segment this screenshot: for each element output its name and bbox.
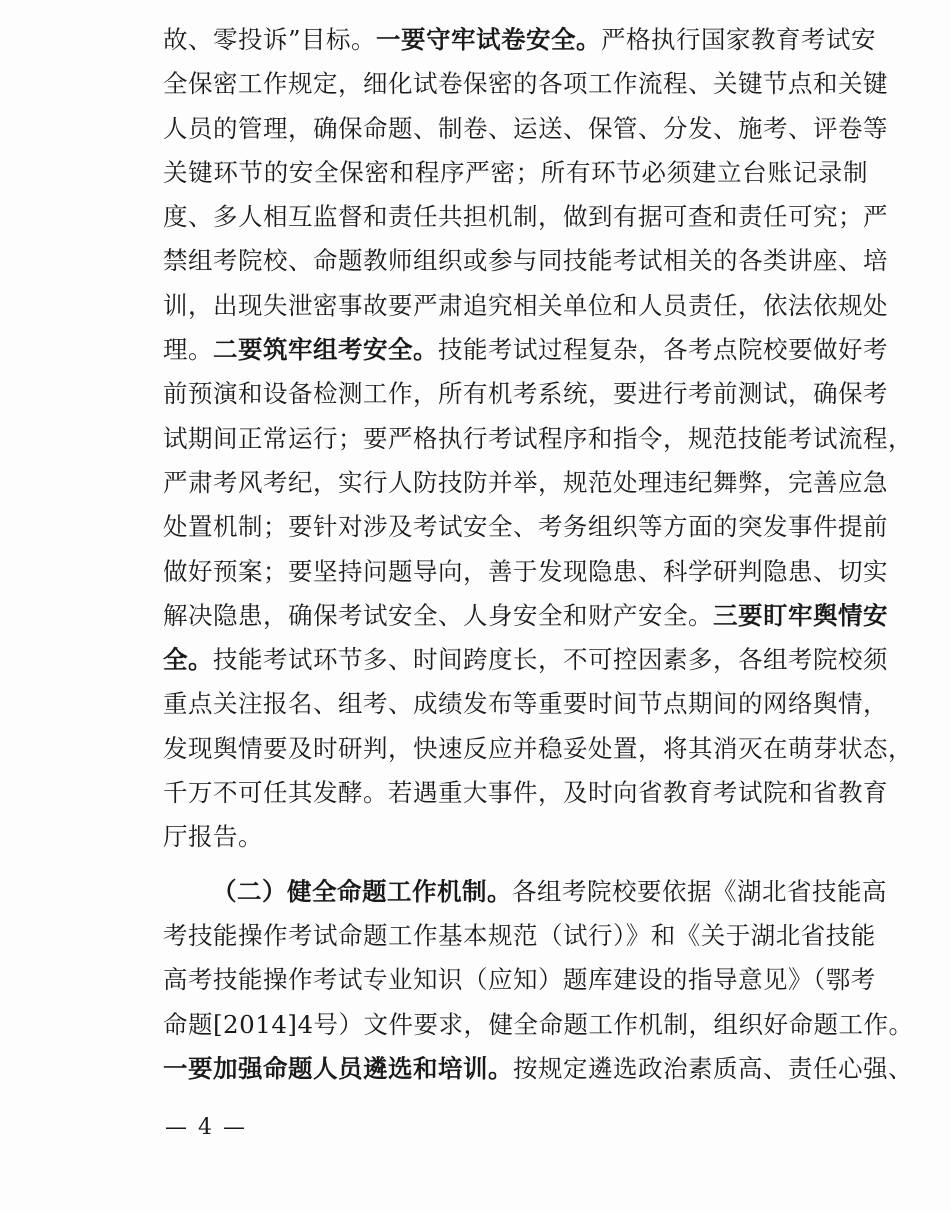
text-line: 做好预案；要坚持问题导向，善于发现隐患、科学研判隐患、切实 xyxy=(163,556,888,586)
text-line: 训，出现失泄密事故要严肃追究相关单位和人员责任，依法依规处 xyxy=(163,290,888,320)
text-line xyxy=(163,870,887,914)
emphasis-heading: 一要守牢试卷安全。 xyxy=(376,25,602,54)
text-line: 人员的管理，确保命题、制卷、运送、保管、分发、施考、评卷等 xyxy=(163,113,888,143)
emphasis-heading: 全。 xyxy=(163,645,213,675)
text-run: 按规定遴选政治素质高、责任心强、 xyxy=(513,1053,913,1083)
text-line: 考技能操作考试命题工作基本规范（试行）》和《关于湖北省技能 xyxy=(163,920,876,950)
text-line: 重点关注报名、组考、成绩发布等重要时间节点期间的网络舆情， xyxy=(163,689,888,719)
emphasis-heading: 二要筑牢组考安全。 xyxy=(213,335,438,365)
text-line: 发现舆情要及时研判，快速反应并稳妥处置，将其消灭在萌芽状态， xyxy=(163,733,913,763)
text-line xyxy=(163,1047,913,1091)
body-text xyxy=(163,18,914,1091)
text-line: 命题[2014]4号）文件要求，健全命题工作机制，组织好命题工作。 xyxy=(163,1009,914,1039)
text-run: 严格执行国家教育考试安 xyxy=(601,25,877,54)
emphasis-heading: 三要盯牢舆情安 xyxy=(713,600,888,630)
text-line: 千万不可任其发酵。若遇重大事件，及时向省教育考试院和省教育 xyxy=(163,778,888,808)
text-run: 技能考试过程复杂，各考点院校要做好考 xyxy=(438,335,888,365)
text-line: 全保密工作规定，细化试卷保密的各项工作流程、关键节点和关键 xyxy=(163,69,888,99)
text-line: 处置机制；要针对涉及考试安全、考务组织等方面的突发事件提前 xyxy=(163,512,888,542)
text-line: 关键环节的安全保密和程序严密；所有环节必须建立台账记录制 xyxy=(163,157,868,187)
text-line xyxy=(163,18,877,62)
text-line xyxy=(163,594,888,638)
text-line: 严肃考风考纪，实行人防技防并举，规范处理违纪舞弊，完善应急 xyxy=(163,467,888,497)
text-run: 理。 xyxy=(163,335,213,365)
text-run: 各组考院校要依据《湖北省技能高 xyxy=(512,876,887,906)
section-heading: （二）健全命题工作机制。 xyxy=(212,876,512,906)
paragraph-gap xyxy=(163,860,868,870)
text-line xyxy=(163,328,888,372)
page-number: — 4 — xyxy=(165,1115,247,1140)
text-line: 度、多人相互监督和责任共担机制，做到有据可查和责任可究；严 xyxy=(163,202,888,232)
text-run: 解决隐患，确保考试安全、人身安全和财产安全。 xyxy=(163,600,713,630)
text-line: 厅报告。 xyxy=(163,822,263,852)
text-line: 试期间正常运行；要严格执行考试程序和指令，规范技能考试流程， xyxy=(163,423,913,453)
text-run: 故、零投诉”目标。 xyxy=(163,25,377,54)
text-line: 前预演和设备检测工作，所有机考系统，要进行考前测试，确保考 xyxy=(163,379,888,409)
text-line: 禁组考院校、命题教师组织或参与同技能考试相关的各类讲座、培 xyxy=(163,246,888,276)
text-run: 技能考试环节多、时间跨度长，不可控因素多，各组考院校须 xyxy=(213,645,888,675)
text-line: 高考技能操作考试专业知识（应知）题库建设的指导意见》（鄂考 xyxy=(163,965,876,995)
text-line xyxy=(163,638,888,682)
emphasis-heading: 一要加强命题人员遴选和培训。 xyxy=(163,1053,513,1083)
